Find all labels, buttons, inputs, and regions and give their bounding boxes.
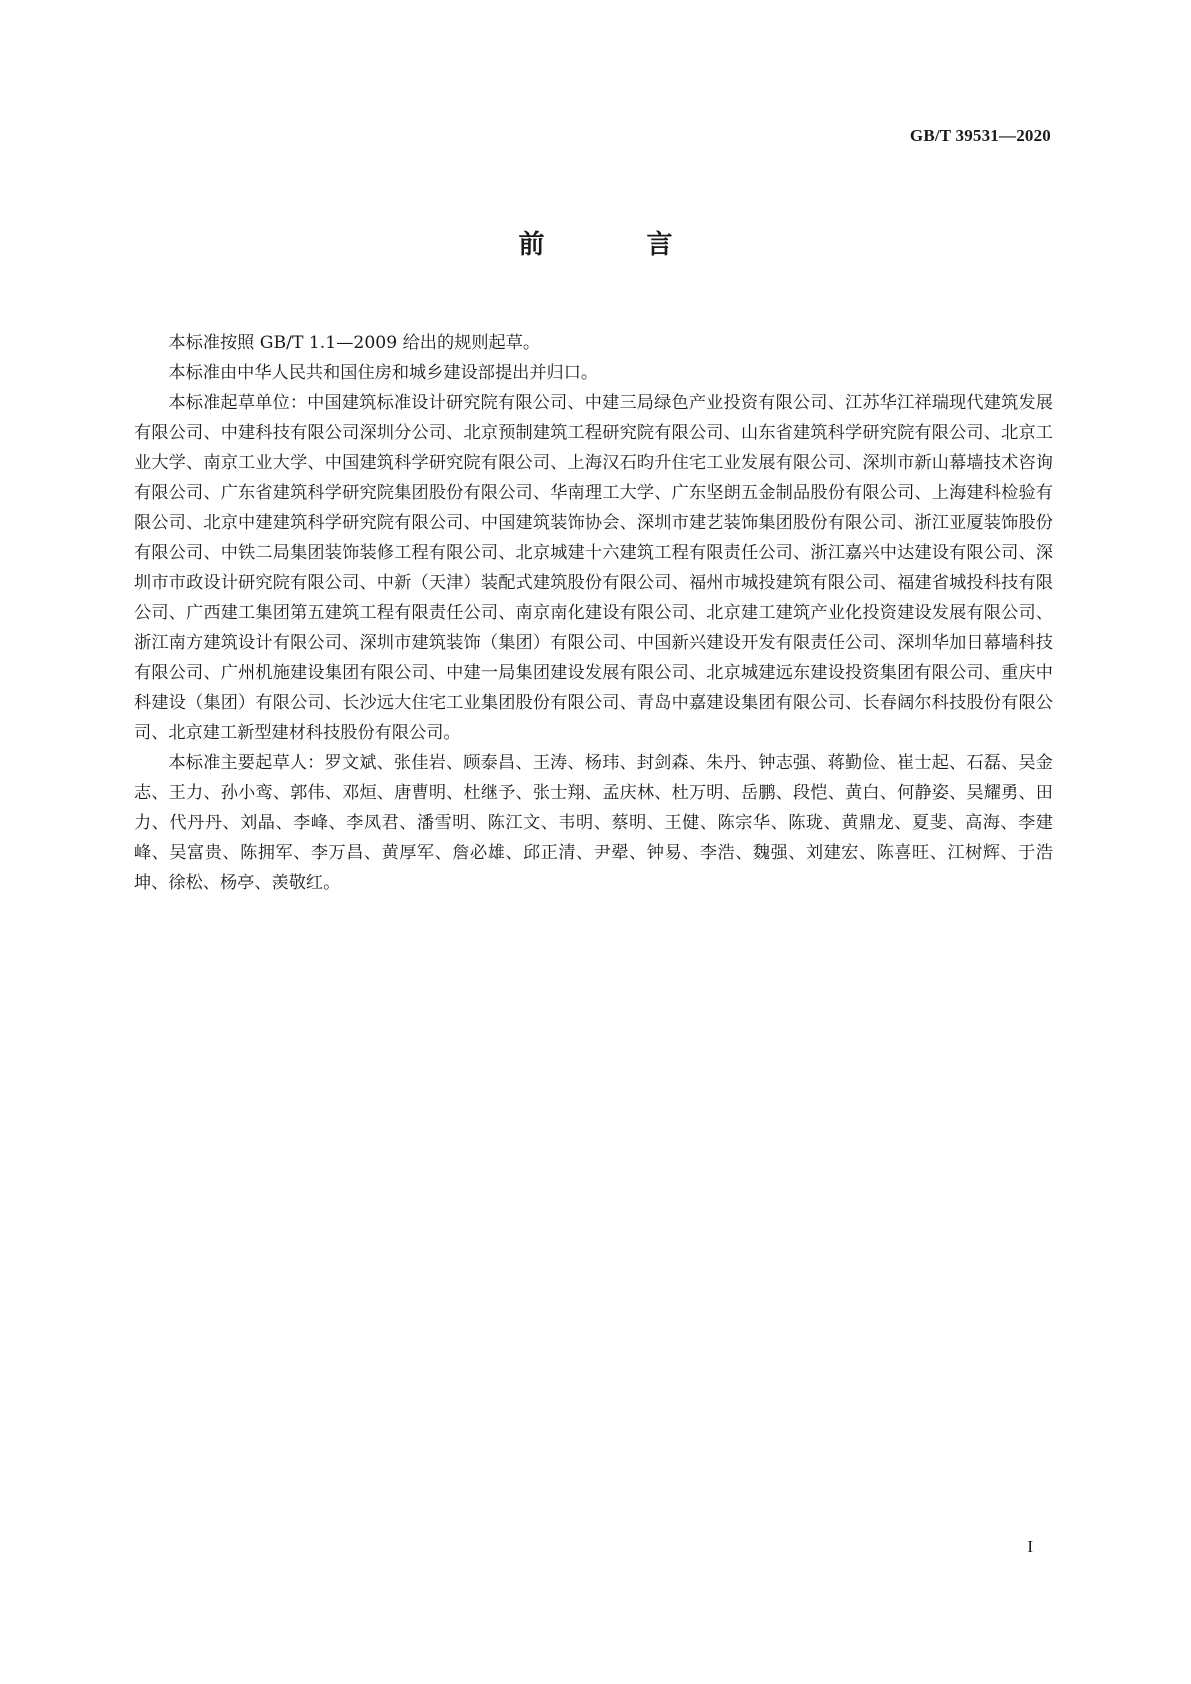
paragraph-drafting-units: 本标准起草单位：中国建筑标准设计研究院有限公司、中建三局绿色产业投资有限公司、江苏华江祥瑞现代建筑发展有限公司、中建科技有限公司深圳分公司、北京预制建筑工程研究院有限公司、山东省建筑科学研究院有限公司、北京工业大学、南京工业大学、中国建筑科学研究院有限公司、上海汉石昀升住宅工业发展有限公司、深圳市新山幕墙技术咨询有限公司、广东省建筑科学研究院集团股份有限公司、华南理工大学、广东坚朗五金制品股份有限公司、上海建科检验有限公司、北京中建建筑科学研究院有限公司、中国建筑装饰协会、深圳市建艺装饰集团股份有限公司、浙江亚厦装饰股份有限公司、中铁二局集团装饰装修工程有限公司、北京城建十六建筑工程有限责任公司、浙江嘉兴中达建设有限公司、深圳市市政设计研究院有限公司、中新（天津）装配式建筑股份有限公司、福州市城投建筑有限公司、福建省城投科技有限公司、广西建工集团第五建筑工程有限责任公司、南京南化建设有限公司、北京建工建筑产业化投资建设发展有限公司、浙江南方建筑设计有限公司、深圳市建筑装饰（集团）有限公司、中国新兴建设开发有限责任公司、深圳华加日幕墙科技有限公司、广州机施建设集团有限公司、中建一局集团建设发展有限公司、北京城建远东建设投资集团有限公司、重庆中科建设（集团）有限公司、长沙远大住宅工业集团股份有限公司、青岛中嘉建设集团有限公司、长春阔尔科技股份有限公司、北京建工新型建材科技股份有限公司。 xyxy=(134,393,1053,743)
page-title: 前 言 xyxy=(518,230,711,260)
standard-number: GB/T 39531—2020 xyxy=(909,126,1051,145)
paragraph-drafting-rules: 本标准按照 GB/T 1.1—2009 给出的规则起草。 xyxy=(168,333,541,353)
paragraph-main-drafters: 本标准主要起草人：罗文斌、张佳岩、顾泰昌、王涛、杨玮、封剑森、朱丹、钟志强、蒋勤俭、崔士起、石磊、吴金志、王力、孙小鸾、郭伟、邓烜、唐曹明、杜继予、张士翔、孟庆林、杜万明、岳鹏、段恺、黄白、何静姿、吴耀勇、田力、代丹丹、刘晶、李峰、李凤君、潘雪明、陈江文、韦明、蔡明、王健、陈宗华、陈珑、黄鼎龙、夏斐、高海、李建峰、吴富贵、陈拥军、李万昌、黄厚军、詹必雄、邱正清、尹翚、钟易、李浩、魏强、刘建宏、陈喜旺、江树辉、于浩坤、徐松、杨亭、羡敬红。 xyxy=(134,753,1053,893)
foreword-body xyxy=(134,328,1053,898)
page-number: I xyxy=(1027,1537,1033,1556)
paragraph-proposer: 本标准由中华人民共和国住房和城乡建设部提出并归口。 xyxy=(168,363,599,383)
